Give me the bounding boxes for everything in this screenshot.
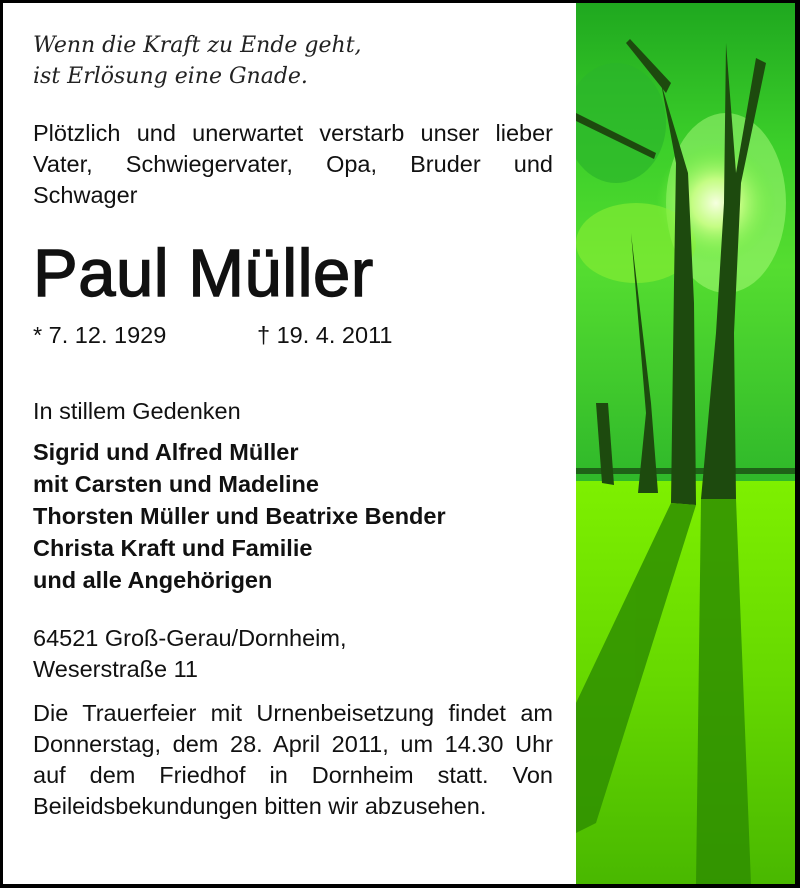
motto-line: ist Erlösung eine Gnade. bbox=[33, 64, 308, 89]
family-member: und alle Angehörigen bbox=[33, 567, 273, 593]
family-list bbox=[33, 436, 446, 596]
birth-date: * 7. 12. 1929 bbox=[33, 322, 167, 348]
park-trees-photo bbox=[576, 3, 795, 884]
family-member: Sigrid und Alfred Müller bbox=[33, 439, 299, 465]
service-info: Die Trauerfeier mit Urnenbeisetzung findet am Donnerstag, dem 28. April 2011, um 14.30 Uhr auf dem Friedhof in Dornheim statt. Von Beileidsbekundungen bitten wir abzusehen. bbox=[33, 700, 553, 819]
address-line: Weserstraße 11 bbox=[33, 656, 198, 682]
family-member: Christa Kraft und Familie bbox=[33, 535, 313, 561]
address-line: 64521 Groß-Gerau/Dornheim, bbox=[33, 625, 347, 651]
motto bbox=[33, 30, 362, 92]
life-dates bbox=[33, 320, 393, 351]
family-member: Thorsten Müller und Beatrixe Bender bbox=[33, 503, 446, 529]
intro-text: Plötzlich und unerwartet verstarb unser lieber Vater, Schwiegervater, Opa, Bruder und Schwager bbox=[33, 120, 553, 208]
death-date: † 19. 4. 2011 bbox=[257, 322, 393, 348]
deceased-name: Paul Müller bbox=[33, 236, 374, 311]
motto-line: Wenn die Kraft zu Ende geht, bbox=[33, 33, 362, 58]
sun-glow bbox=[656, 143, 776, 263]
address bbox=[33, 623, 346, 685]
gedenken-heading: In stillem Gedenken bbox=[33, 398, 241, 424]
family-member: mit Carsten und Madeline bbox=[33, 471, 319, 497]
